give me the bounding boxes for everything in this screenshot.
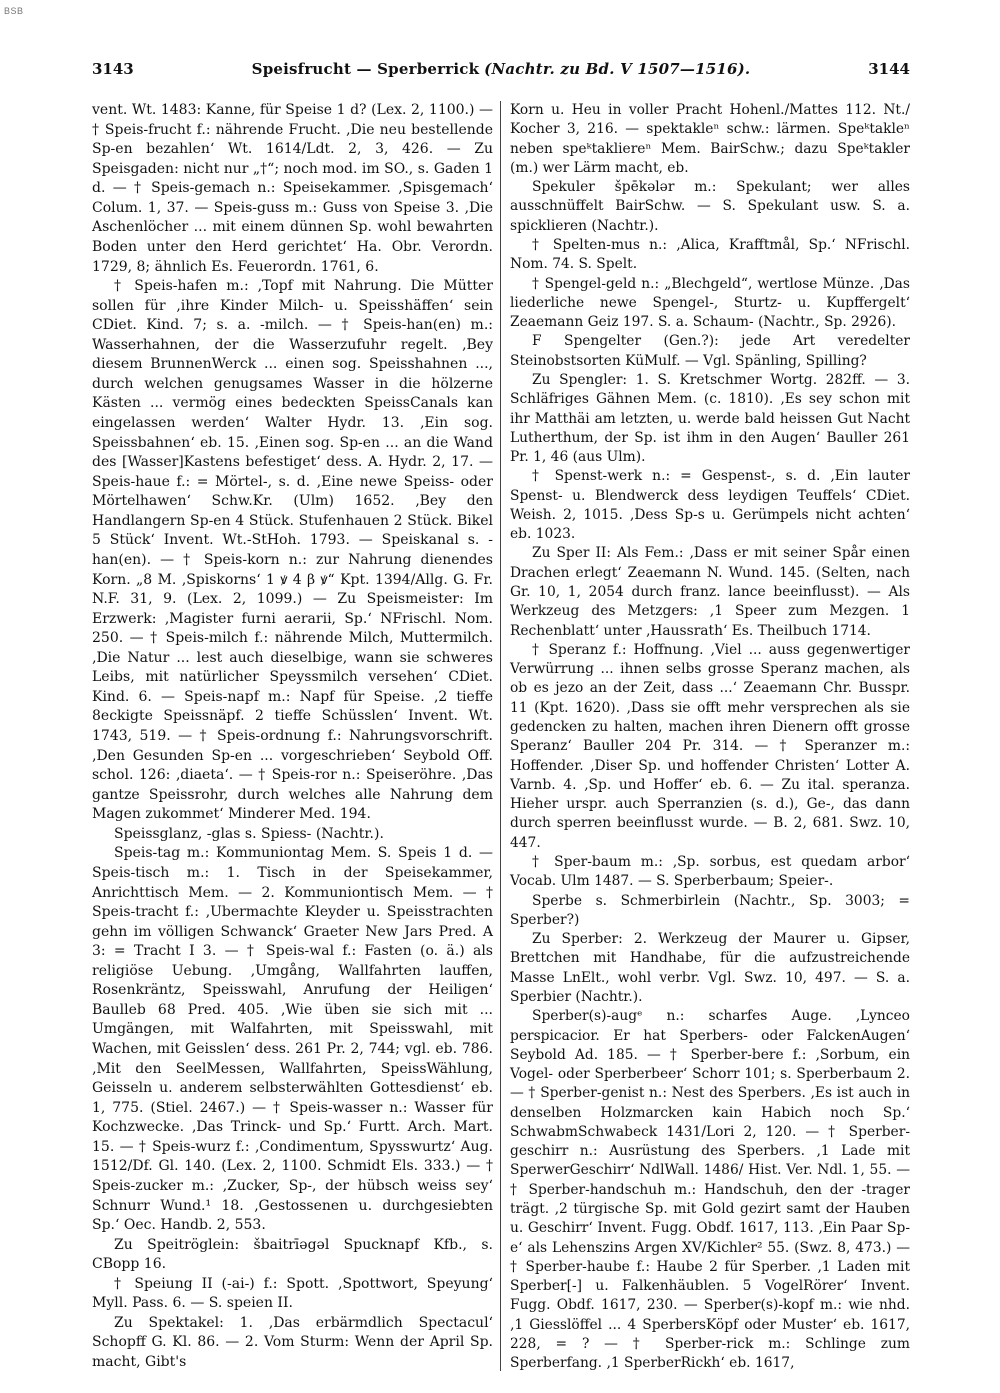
- column-divider: [500, 101, 501, 1371]
- paragraph: Sperbe s. Schmerbirlein (Nachtr., Sp. 3003; = Sperber?): [510, 892, 910, 928]
- page-number-left: 3143: [92, 60, 134, 78]
- paragraph: vent. Wt. 1483: Kanne, für Speise 1 d? (Lex. 2, 1100.) — † Speis-frucht f.: nährende Frucht. ‚Die neu bestellende Sp-en bezahlen‘ Wt. 1614/Ldt. 2, 3, 426. — Zu Speisgaden: nicht nur „†“; noch mod. im SO., s. Gaden 1 d. — † Speis-gemach n.: Speisekammer. ‚Spisgemach‘ Colum. 1, 37. — Speis-guss m.: Guss von Speise 3. ‚Die Aschenlöcher ... mit einem dünnen Sp. wohl bewahrten Boden unter den Herd gerichtet‘ Ha. Obr. Verordn. 1729, 8; ähnlich Es. Feuerordn. 1761, 6.: [92, 102, 493, 275]
- running-head-main: Speisfrucht — Sperberrick: [251, 60, 480, 78]
- paragraph: Korn u. Heu in voller Pracht Hohenl./Mattes 112. Nt./ Kocher 3, 216. — spektakleⁿ schw.: lärmen. Speᵏtakleⁿ neben speᵏtakliereⁿ Mem. BairSchw.; dazu Speᵏtakler (m.) wer Lärm macht, eb.: [510, 102, 910, 176]
- paragraph: Zu Spengler: 1. S. Kretschmer Wortg. 282ff. — 3. Schläfriges Gähnen Mem. (c. 1810). ‚Es sey schon mit ihr Matthäi am letzten, u. werde bald heissen Gut Nacht Lutherthum, der Sp. ist ihm in den Augen‘ Bauller 261 Pr. 1, 46 (aus Ulm).: [510, 371, 910, 466]
- running-head: [92, 60, 910, 78]
- paragraph: F Spengelter (Gen.?): jede Art veredelter Steinobstsorten KüMulf. — Vgl. Spänling, Spilling?: [510, 333, 910, 369]
- paragraph: † Spengel-geld n.: „Blechgeld“, wertlose Münze. ‚Das liederliche newe Spengel-, Sturtz- u. Kupffergelt‘ Zeaemann Geiz 197. S. a. Schaum- (Nachtr., Sp. 2926).: [510, 275, 910, 331]
- library-watermark: BSB: [4, 6, 24, 16]
- right-column: [510, 101, 910, 1374]
- paragraph: Speissglanz, -glas s. Spiess- (Nachtr.).: [114, 825, 384, 842]
- page-header: [92, 56, 910, 86]
- paragraph: Spekuler špēkələr m.: Spekulant; wer alles ausschnüffelt BairSchw. — S. Spekulant usw. S. a. spicklieren (Nachtr.).: [510, 179, 910, 234]
- page-number-right: 3144: [868, 60, 910, 78]
- paragraph: Sperber(s)-augᵉ n.: scharfes Auge. ‚Lynceo perspicacior. Er hat Sperbers- oder FalckenAugen‘ Seybold Ad. 185. — † Sperber-bere f.: ‚Sorbum, ein Vogel- oder Sperberbeer‘ Schorr 101; s. Sperberbaum 2. — † Sperber-genist n.: Nest des Sperbers. ‚Es ist auch in denselben Holzmarcken kain Habich noch Sp.‘ SchwabmSchwabeck 1431/Lori 2, 120. — † Sperber-geschirr n.: Ausrüstung des Sperbers. ‚1 Lade mit SperwerGeschirr‘ NdlWall. 1486/ Hist. Ver. Ndl. 1, 55. — † Sperber-handschuh m.: Handschuh, den der -trager trägt. ‚2 türgische Sp. mit Gold gezirt samt der Hauben u. Geschirr‘ Invent. Fugg. Obdf. 1617, 113. ‚Ein Paar Sp-e‘ als Lehenszins Argen XV/Kichler² 55. (Swz. 8, 473.) — † Sperber-haube f.: Haube 2 für Sperber. ‚1 Laden mit Sperber[-] u. Falkenhäublen. 5 VogelRörer‘ Invent. Fugg. Obdf. 1617, 230. — Sperber(s)-kopf m.: wie nhd. ‚1 Giesslöffel ... 4 SperbersKöpf oder Muster‘ eb. 1617, 228, = ? — † Sperber-rick m.: Schlinge zum Sperberfang. ‚1 SperberRickh‘ eb. 1617,: [510, 1008, 910, 1372]
- paragraph: Zu Sperber: 2. Werkzeug der Maurer u. Gipser, Brettchen mit Handhabe, für die aufzustreichende Masse LnElt., wohl verbr. Vgl. Swz. 10, 497. — S. a. Sperbier (Nachtr.).: [510, 931, 910, 1005]
- paragraph: † Spelten-mus n.: ‚Alica, Krafftmål, Sp.‘ NFrischl. Nom. 74. S. Spelt.: [510, 236, 910, 273]
- paragraph: † Speiung II (-ai-) f.: Spott. ‚Spottwort, Speyung‘ Myll. Pass. 6. — S. speien II.: [92, 1275, 493, 1312]
- paragraph: Speis-tag m.: Kommuniontag Mem. S. Speis 1 d. — Speis-tisch m.: 1. Tisch in der Speisekammer, Anrichttisch Mem. — 2. Kommuniontisch Mem. — † Speis-tracht f.: ‚Ubermachte Kleyder u. Speisstrachten gehn im völligen Schwanck‘ Graeter New Jars Pred. A 3: = Tracht I 3. — † Speis-wal f.: Fasten (o. ä.) als religiöse Uebung. ‚Umgång, Wallfahrten lauffen, Rosenkräntz, Speisswahl, Anrufung der Heiligen‘ Baulleb 68 Pred. 405. ‚Wie üben sie sich mit ... Umgängen, mit Walfahrten, mit Speisswahl, mit Wachen, mit Geisslen‘ dess. 261 Pr. 2, 744; vgl. eb. 786. ‚Mit den SeelMessen, Wallfahrten, SpeissWählung, Geisseln u. anderem selbsterwählten Gottesdienst‘ eb. 1, 775. (Stiel. 2467.) — † Speis-wasser n.: Wasser für Kochzwecke. ‚Das Trinck- und Sp.‘ Furtt. Arch. Mart. 15. — † Speis-wurz f.: ‚Condimentum, Spysswurtz‘ Aug. 1512/Df. Gl. 140. (Lex. 2, 1100. Schmidt Els. 333.) — † Speis-zucker m.: ‚Zucker, Sp-, der hübsch weiss sey‘ Schnurr Wund.¹ 18. ‚Gestossenen u. durchgesiebten Sp.‘ Oec. Handb. 2, 553.: [92, 845, 493, 1234]
- left-column: [92, 101, 493, 1373]
- running-head-note: (Nachtr. zu Bd. V 1507—1516).: [484, 60, 751, 78]
- paragraph: † Spenst-werk n.: = Gespenst-, s. d. ‚Ein lauter Spenst- u. Blendwerck dess leydigen Teuffels‘ CDiet. Weish. 2, 1015. ‚Dess Sp-s u. Gerümpels nicht achten‘ eb. 1023.: [510, 468, 910, 543]
- paragraph: † Sper-baum m.: ‚Sp. sorbus, est quedam arbor‘ Vocab. Ulm 1487. — S. Sperberbaum; Speier-.: [510, 853, 910, 890]
- paragraph: Zu Sper II: Als Fem.: ‚Dass er mit seiner Spår einen Drachen erlegt‘ Zeaemann N. Wund. 145. (Selten, nach Gr. 10, 1, 2054 durch franz. lance beeinflusst). — Als Werkzeug des Metzgers: ‚1 Speer zum Mezgen. 1 Rechenblatt‘ unter ‚Haussrath‘ Es. Theilbuch 1714.: [510, 545, 910, 639]
- paragraph: † Speis-hafen m.: ‚Topf mit Nahrung. Die Mütter sollen für ‚ihre Kinder Milch- u. Speisshäffen‘ sein CDiet. Kind. 7; s. a. -milch. — † Speis-han(en) m.: Wasserhahnen, der die Wasserzufuhr regelt. ‚Bey diesem BrunnenWerck ... einen sog. Speisshahnen ..., durch welchen genugsames Wasser in die hölzerne Kästen ... vermög eines bedeckten SpeissCanals kan eingelassen werden‘ Walter Hydr. 13. ‚Ein sog. Speissbahnen‘ eb. 15. ‚Einen sog. Sp-en ... an die Wand des [Wasser]Kastens befestiget‘ dess. A. Hydr. 2, 17. — Speis-haue f.: = Mörtel-, s. d. ‚Eine newe Speiss- oder Mörtelhawen‘ Schw.Kr. (Ulm) 1652. ‚Bey den Handlangern Sp-en 4 Stück. Stufenhauen 2 Stück. Bikel 5 Stück‘ Invent. Wt.-StHoh. 1793. — Speiskanal s. -han(en). — † Speis-korn n.: zur Nahrung dienendes Korn. „8 M. ‚Spiskorns‘ 1 ꝟ 4 β ꝟ“ Kpt. 1394/Allg. G. Fr. N.F. 31, 9. (Lex. 2, 1099.) — Zu Speismeister: Im Erzwerk: ‚Magister furni aerarii, Sp.‘ NFrischl. Nom. 250. — † Speis-milch f.: nährende Milch, Muttermilch. ‚Die Natur ... lest auch dieselbige, wann sie schweres Leibs, mit natürlicher Speyssmilch versehen‘ CDiet. Kind. 6. — Speis-napf m.: Napf für Speise. ‚2 tieffe 8eckigte Speissnäpf. 2 tieffe Schüsslen‘ Invent. Wt. 1743, 519. — † Speis-ordnung f.: Nahrungsvorschrift. ‚Den Gesunden Sp-en ... vorgeschrieben‘ Seybold Off. schol. 126: ‚diaeta‘. — † Speis-ror n.: Speiseröhre. ‚Das gantze Speissrohr, durch welches alle Nahrung dem Magen zukommet‘ Minderer Med. 194.: [92, 278, 493, 823]
- paragraph: Zu Spektakel: 1. ‚Das erbärmdlich Spectacul‘ Schopff G. Kl. 86. — 2. Vom Sturm: Wenn der April Sp. macht, Gibt's: [92, 1314, 493, 1370]
- paragraph: Zu Speitröglein: šbaitrīəgəl Spucknapf Kfb., s. CBopp 16.: [92, 1236, 493, 1273]
- paragraph: † Speranz f.: Hoffnung. ‚Viel ... auss gegenwertiger Verwürrung ... ihnen selbs grosse Speranz machen, als ob es jezo an der Zeit, dass ...‘ Zeaemann Chr. Busspr. 11 (Kpt. 1620). ‚Dass sie offt mehr versprechen als sie gedencken zu halten, machen ihren Dienern offt grosse Speranz‘ Bauller 204 Pr. 314. — † Speranzer m.: Hoffender. ‚Diser Sp. und hoffender Christen‘ Lotter A. Varnb. 4. ‚Sp. und Hoffer‘ eb. 6. — Zu ital. speranza. Hieher urspr. auch Sperranzien (s. d.), Ge-, das dann durch sperren beeinflusst wurde. — B. 2, 681. Swz. 10, 447.: [510, 641, 910, 851]
